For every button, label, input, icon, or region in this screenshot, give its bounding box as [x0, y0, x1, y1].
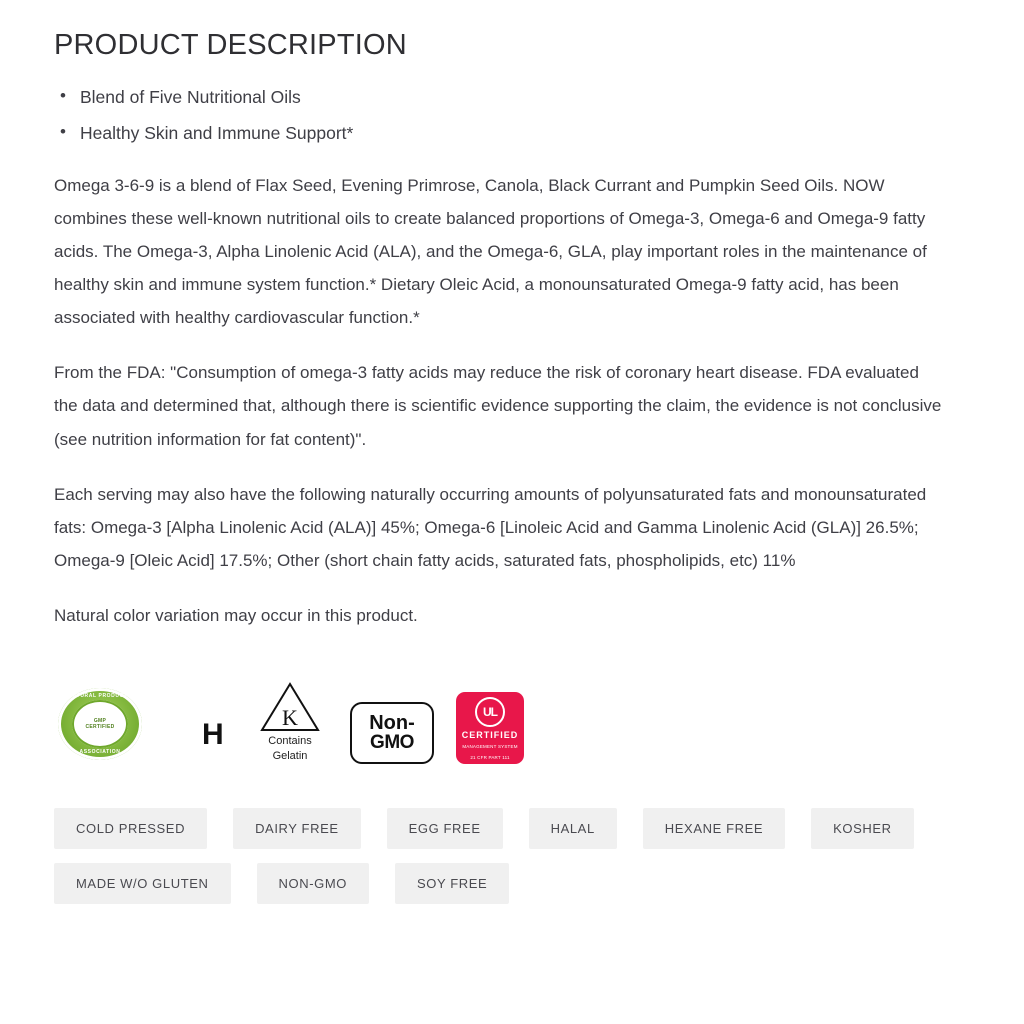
k-kosher-caption-line2: Gelatin	[272, 750, 308, 763]
tag-made-wo-gluten[interactable]: MADE W/O GLUTEN	[54, 863, 231, 904]
tag-egg-free[interactable]: EGG FREE	[387, 808, 503, 849]
k-kosher-triangle	[259, 681, 321, 733]
npa-certified-label: CERTIFIED	[85, 724, 115, 731]
k-kosher-seal-icon	[252, 681, 328, 765]
tag-kosher[interactable]: KOSHER	[811, 808, 914, 849]
attribute-tag-list	[54, 808, 954, 904]
list-item: • Blend of Five Nutritional Oils	[80, 85, 970, 110]
list-item: • Healthy Skin and Immune Support*	[80, 121, 970, 146]
tag-halal[interactable]: HALAL	[529, 808, 617, 849]
non-gmo-line2: GMO	[370, 731, 414, 753]
ul-certified-seal-icon	[456, 692, 524, 764]
certification-badges	[54, 678, 970, 764]
page-title: PRODUCT DESCRIPTION	[54, 29, 407, 61]
ul-monogram: UL	[475, 697, 505, 727]
npa-arc-bottom-label: ASSOCIATION	[79, 749, 121, 756]
tag-soy-free[interactable]: SOY FREE	[395, 863, 509, 904]
npa-inner-disc	[72, 700, 128, 748]
non-gmo-seal-icon	[350, 702, 434, 764]
description-paragraph-3: Each serving may also have the following naturally occurring amounts of polyunsaturated fats and monounsaturated fats: Omega-3 [Alpha Linolenic Acid (ALA)] 45%; Omega-6 [Linoleic Acid and Gamma Linolenic Acid (GLA)] 26.5%; Omega-9 [Oleic Acid] 17.5%; Other (short chain fatty acids, saturated fats, phospholipids, etc) 11%	[54, 484, 927, 570]
highlights-list	[54, 85, 970, 147]
tag-dairy-free[interactable]: DAIRY FREE	[233, 808, 361, 849]
ul-certified-label: CERTIFIED	[461, 730, 519, 741]
tag-cold-pressed[interactable]: COLD PRESSED	[54, 808, 207, 849]
svg-text:K: K	[282, 704, 298, 730]
k-kosher-caption-line1: Contains	[268, 734, 312, 747]
npa-arc-top-label: NATURAL PRODUCTS	[68, 693, 132, 700]
description-paragraph-2: From the FDA: "Consumption of omega-3 fatty acids may reduce the risk of coronary heart disease. FDA evaluated the data and determined that, although there is scientific evidence supporting the claim, the evidence is not conclusive (see nutrition information for fat content)".	[54, 363, 942, 449]
crescent-h-kosher-seal-icon	[168, 702, 230, 764]
svg-text:H: H	[202, 718, 224, 752]
npa-gmp-certified-seal-icon	[54, 684, 146, 764]
description-paragraph-1: Omega 3-6-9 is a blend of Flax Seed, Evening Primrose, Canola, Black Currant and Pumpkin Seed Oils. NOW combines these well-known nutritional oils to create balanced proportions of Omega-3, Omega-6 and Omega-9 fatty acids. The Omega-3, Alpha Linolenic Acid (ALA), and the Omega-6, GLA, play important roles in the maintenance of healthy skin and immune system function.* Dietary Oleic Acid, a monounsaturated Omega-9 fatty acid, has been associated with healthy cardiovascular function.*	[54, 175, 927, 328]
description-paragraph-4: Natural color variation may occur in this product.	[54, 606, 418, 626]
tag-hexane-free[interactable]: HEXANE FREE	[643, 808, 785, 849]
ul-small-line1: MANAGEMENT SYSTEM	[462, 744, 518, 750]
non-gmo-line1: Non-	[369, 711, 415, 734]
npa-gmp-label: GMP	[93, 717, 107, 724]
tag-non-gmo[interactable]: NON-GMO	[257, 863, 369, 904]
ul-small-line2: 21 CFR PART 111	[470, 754, 510, 760]
